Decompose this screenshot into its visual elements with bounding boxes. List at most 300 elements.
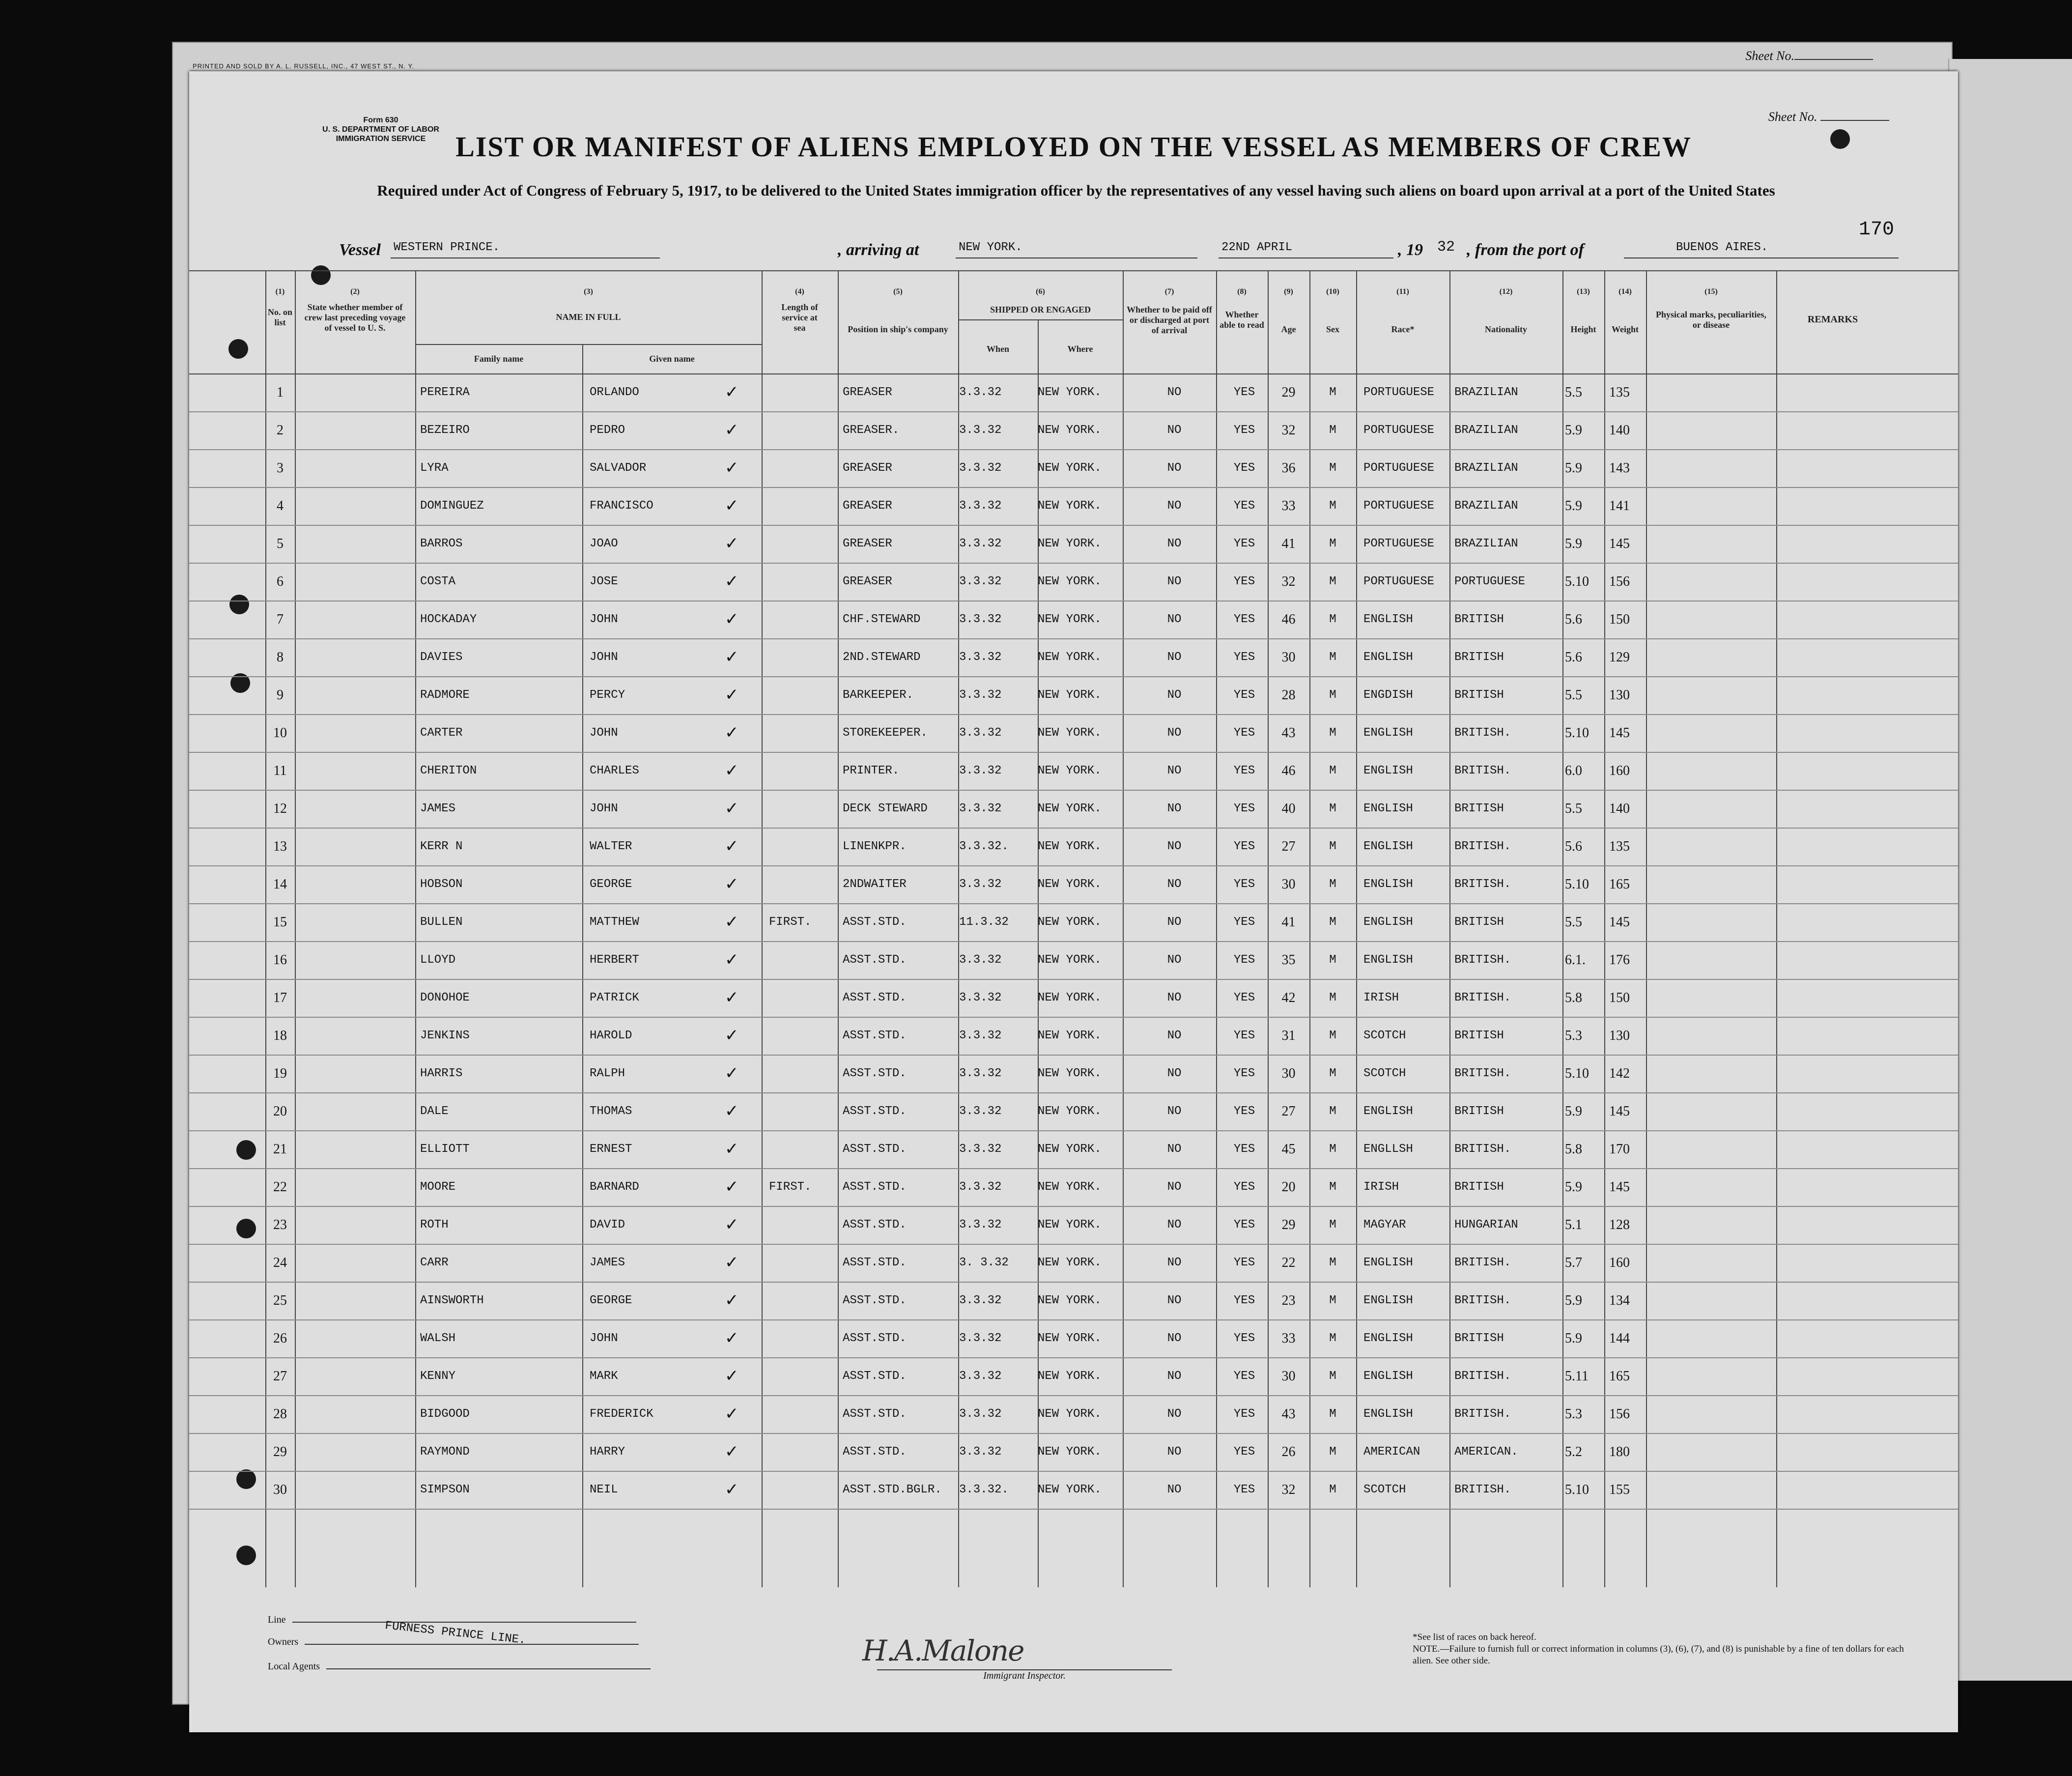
shipped-where: NEW YORK. [1038, 537, 1102, 550]
length-of-service: FIRST. [769, 1180, 812, 1194]
list-number: 17 [273, 990, 287, 1005]
weight: 150 [1609, 990, 1630, 1005]
previous-voyage-tick: ✓ [725, 1026, 739, 1045]
shipped-when: 3.3.32 [959, 1294, 1002, 1307]
given-name: BARNARD [590, 1180, 639, 1194]
col-number-13: (13) [1577, 287, 1590, 296]
height: 5.9 [1565, 1293, 1582, 1308]
table-row [189, 525, 1958, 564]
family-name: SIMPSON [420, 1483, 470, 1496]
given-name: FREDERICK [590, 1407, 653, 1421]
race: ENGLISH [1363, 764, 1413, 777]
weight: 130 [1609, 1028, 1630, 1043]
family-name: ROTH [420, 1218, 449, 1232]
nationality: BRAZILIAN [1454, 461, 1518, 475]
previous-voyage-tick: ✓ [725, 1290, 739, 1310]
shipped-when: 3.3.32 [959, 461, 1002, 475]
paid-off: NO [1167, 575, 1182, 588]
able-to-read: YES [1233, 1445, 1255, 1459]
page-subtitle: Required under Act of Congress of February 5, 1917, to be delivered to the United States immigration officer by the representatives of any vessel having such aliens on board upon arrival at a port of the United States [377, 182, 1775, 199]
arrival-year: 32 [1437, 239, 1455, 256]
weight: 170 [1609, 1142, 1630, 1157]
previous-voyage-tick: ✓ [725, 1366, 739, 1386]
shipped-where: NEW YORK. [1038, 424, 1102, 437]
family-name: JAMES [420, 802, 456, 815]
position: GREASER [843, 575, 892, 588]
col-number-12: (12) [1499, 287, 1513, 296]
able-to-read: YES [1233, 1256, 1255, 1269]
age: 26 [1281, 1444, 1296, 1460]
weight: 165 [1609, 1369, 1630, 1384]
col-number-7: (7) [1164, 287, 1174, 296]
length-of-service [769, 714, 823, 752]
family-name: BEZEIRO [420, 424, 470, 437]
race: ENGLISH [1363, 1332, 1413, 1345]
race: MAGYAR [1363, 1218, 1406, 1232]
race: ENGLISH [1363, 1294, 1413, 1307]
family-name: HOBSON [420, 878, 463, 891]
arrival-date: 22ND APRIL [1219, 241, 1393, 258]
shipped-when: 3.3.32. [959, 840, 1009, 853]
given-name: JOAO [590, 537, 618, 550]
nationality: BRITISH [1454, 1105, 1504, 1118]
nationality: BRAZILIAN [1454, 386, 1518, 399]
able-to-read: YES [1233, 537, 1255, 550]
shipped-when: 3.3.32 [959, 1332, 1002, 1345]
position: ASST.STD. [843, 1370, 907, 1383]
length-of-service [769, 676, 823, 714]
paid-off: NO [1167, 802, 1182, 815]
family-name: DALE [420, 1105, 449, 1118]
race: ENGLISH [1363, 1407, 1413, 1421]
able-to-read: YES [1233, 688, 1255, 702]
age: 29 [1281, 1217, 1296, 1232]
race: PORTUGUESE [1363, 575, 1435, 588]
length-of-service [769, 1433, 823, 1471]
length-of-service [769, 752, 823, 790]
able-to-read: YES [1233, 840, 1255, 853]
length-of-service [769, 1055, 823, 1092]
shipped-when: 3.3.32 [959, 1105, 1002, 1118]
col-number-9: (9) [1284, 287, 1293, 296]
list-number: 18 [273, 1028, 287, 1043]
list-number: 29 [273, 1444, 287, 1460]
manifest-sheet [189, 71, 1958, 1732]
col-header-nationality: Nationality [1484, 324, 1527, 334]
length-of-service [769, 487, 823, 525]
family-name: WALSH [420, 1332, 456, 1345]
previous-voyage-tick: ✓ [725, 1177, 739, 1197]
height: 5.9 [1565, 1104, 1582, 1119]
shipped-when: 3.3.32 [959, 1029, 1002, 1042]
paid-off: NO [1167, 1029, 1182, 1042]
previous-voyage-tick: ✓ [725, 420, 739, 440]
given-name: DAVID [590, 1218, 625, 1232]
age: 27 [1281, 839, 1296, 854]
nationality: BRITISH. [1454, 764, 1511, 777]
table-row [189, 1282, 1958, 1320]
side-sheet-edge [1948, 59, 2072, 1681]
table-row [189, 1319, 1958, 1358]
nationality: BRITISH. [1454, 1483, 1511, 1496]
col-number-10: (10) [1326, 287, 1339, 296]
line-field [268, 1614, 661, 1626]
shipped-where: NEW YORK. [1038, 613, 1102, 626]
weight: 155 [1609, 1482, 1630, 1497]
height: 5.6 [1565, 650, 1582, 665]
position: ASST.STD. [843, 953, 907, 967]
col-header-race: Race* [1391, 324, 1415, 334]
length-of-service [769, 1092, 823, 1130]
col-header-length-service: Length of service at sea [781, 302, 818, 333]
age: 30 [1281, 650, 1296, 665]
length-of-service: FIRST. [769, 916, 812, 929]
sex: M [1329, 726, 1336, 740]
height: 5.6 [1565, 612, 1582, 627]
nationality: BRITISH. [1454, 1407, 1511, 1421]
paid-off: NO [1167, 1332, 1182, 1345]
position: CHF.STEWARD [843, 613, 921, 626]
shipped-where: NEW YORK. [1038, 1407, 1102, 1421]
list-number: 24 [273, 1255, 287, 1270]
col-header-physical-marks: Physical marks, peculiarities, or disease [1656, 310, 1766, 330]
able-to-read: YES [1233, 991, 1255, 1004]
table-row [189, 752, 1958, 791]
department: U. S. DEPARTMENT OF LABOR [322, 125, 439, 134]
family-name: BIDGOOD [420, 1407, 470, 1421]
shipped-when: 3.3.32. [959, 1483, 1009, 1496]
paid-off: NO [1167, 1256, 1182, 1269]
col-number-5: (5) [893, 287, 903, 296]
binder-hole [311, 265, 331, 285]
col-number-8: (8) [1237, 287, 1247, 296]
able-to-read: YES [1233, 1332, 1255, 1345]
shipped-when: 3.3.32 [959, 1370, 1002, 1383]
sex: M [1329, 802, 1336, 815]
height: 5.3 [1565, 1406, 1582, 1422]
table-row [189, 790, 1958, 829]
family-name: LLOYD [420, 953, 456, 967]
paid-off: NO [1167, 499, 1182, 513]
position: ASST.STD. [843, 1332, 907, 1345]
race: SCOTCH [1363, 1483, 1406, 1496]
height: 5.9 [1565, 1331, 1582, 1346]
race: ENGLISH [1363, 878, 1413, 891]
list-number: 4 [277, 498, 284, 514]
family-name: PEREIRA [420, 386, 470, 399]
weight: 135 [1609, 839, 1630, 854]
able-to-read: YES [1233, 1483, 1255, 1496]
sex: M [1329, 1180, 1336, 1194]
height: 6.1. [1565, 952, 1586, 968]
nationality: BRITISH [1454, 1332, 1504, 1345]
length-of-service [769, 638, 823, 676]
paid-off: NO [1167, 1370, 1182, 1383]
col-number-15: (15) [1704, 287, 1718, 296]
paid-off: NO [1167, 461, 1182, 475]
shipped-where: NEW YORK. [1038, 764, 1102, 777]
weight: 140 [1609, 423, 1630, 438]
given-name: PERCY [590, 688, 625, 702]
col-header-given-name: Given name [649, 354, 695, 364]
list-number: 13 [273, 839, 287, 854]
able-to-read: YES [1233, 1180, 1255, 1194]
weight: 145 [1609, 1104, 1630, 1119]
weight: 156 [1609, 574, 1630, 589]
length-of-service [769, 865, 823, 903]
able-to-read: YES [1233, 613, 1255, 626]
sex: M [1329, 878, 1336, 891]
able-to-read: YES [1233, 386, 1255, 399]
list-number: 27 [273, 1369, 287, 1384]
race: ENGLISH [1363, 726, 1413, 740]
departure-port: BUENOS AIRES. [1624, 241, 1899, 258]
family-name: CARR [420, 1256, 449, 1269]
paid-off: NO [1167, 1218, 1182, 1232]
back-sheet-number: Sheet No. [1745, 49, 1873, 63]
age: 28 [1281, 687, 1296, 703]
position: 2NDWAITER [843, 878, 907, 891]
col-header-family-name: Family name [474, 354, 524, 364]
previous-voyage-tick: ✓ [725, 912, 739, 932]
previous-voyage-tick: ✓ [725, 1101, 739, 1121]
paid-off: NO [1167, 878, 1182, 891]
col-header-age: Age [1281, 324, 1296, 334]
col-number-6: (6) [1036, 287, 1045, 296]
nationality: BRITISH [1454, 651, 1504, 664]
year-prefix: , 19 [1398, 241, 1423, 259]
age: 46 [1281, 612, 1296, 627]
length-of-service [769, 1357, 823, 1395]
list-number: 20 [273, 1104, 287, 1119]
weight: 144 [1609, 1331, 1630, 1346]
family-name: CARTER [420, 726, 463, 740]
height: 5.9 [1565, 460, 1582, 476]
given-name: HAROLD [590, 1029, 632, 1042]
previous-voyage-tick: ✓ [725, 534, 739, 553]
length-of-service [769, 563, 823, 601]
nationality: BRITISH [1454, 916, 1504, 929]
sex: M [1329, 1143, 1336, 1156]
given-name: JOHN [590, 613, 618, 626]
weight: 145 [1609, 915, 1630, 930]
sex: M [1329, 840, 1336, 853]
able-to-read: YES [1233, 1067, 1255, 1080]
shipped-where: NEW YORK. [1038, 1294, 1102, 1307]
list-number: 7 [277, 612, 284, 627]
nationality: BRITISH [1454, 613, 1504, 626]
col-number-2: (2) [350, 287, 360, 296]
race: ENGLISH [1363, 1105, 1413, 1118]
race: ENGLISH [1363, 1370, 1413, 1383]
sex: M [1329, 916, 1336, 929]
age: 32 [1281, 574, 1296, 589]
position: ASST.STD. [843, 1105, 907, 1118]
paid-off: NO [1167, 1105, 1182, 1118]
length-of-service [769, 1130, 823, 1168]
height: 5.2 [1565, 1444, 1582, 1460]
printer-imprint: PRINTED AND SOLD BY A. L. RUSSELL, INC., 47 WEST ST., N. Y. [193, 62, 415, 70]
previous-voyage-tick: ✓ [725, 1328, 739, 1348]
col-header-shipped: SHIPPED OR ENGAGED [990, 305, 1091, 315]
family-name: RAYMOND [420, 1445, 470, 1459]
previous-voyage-tick: ✓ [725, 799, 739, 818]
nationality: BRITISH. [1454, 1067, 1511, 1080]
nationality: BRAZILIAN [1454, 424, 1518, 437]
list-number: 16 [273, 952, 287, 968]
previous-voyage-tick: ✓ [725, 1139, 739, 1159]
sex: M [1329, 991, 1336, 1004]
height: 5.9 [1565, 1179, 1582, 1195]
race: ENGLISH [1363, 916, 1413, 929]
height: 5.3 [1565, 1028, 1582, 1043]
sex: M [1329, 651, 1336, 664]
weight: 156 [1609, 1406, 1630, 1422]
family-name: LYRA [420, 461, 449, 475]
age: 43 [1281, 725, 1296, 741]
shipped-when: 3.3.32 [959, 1218, 1002, 1232]
nationality: BRITISH. [1454, 1294, 1511, 1307]
given-name: JOHN [590, 1332, 618, 1345]
age: 30 [1281, 1369, 1296, 1384]
list-number: 10 [273, 725, 287, 741]
length-of-service [769, 1244, 823, 1282]
previous-voyage-tick: ✓ [725, 723, 739, 743]
race: SCOTCH [1363, 1067, 1406, 1080]
previous-voyage-tick: ✓ [725, 572, 739, 591]
able-to-read: YES [1233, 802, 1255, 815]
vessel-label: Vessel [339, 241, 381, 259]
position: ASST.STD.BGLR. [843, 1483, 942, 1496]
weight: 129 [1609, 650, 1630, 665]
col-header-when: When [986, 344, 1009, 354]
nationality: BRITISH. [1454, 953, 1511, 967]
nationality: BRITISH. [1454, 1256, 1511, 1269]
shipped-where: NEW YORK. [1038, 1180, 1102, 1194]
col-header-sex: Sex [1326, 324, 1339, 334]
shipped-where: NEW YORK. [1038, 1256, 1102, 1269]
weight: 140 [1609, 801, 1630, 816]
line-label: Line [268, 1614, 286, 1625]
table-row [189, 449, 1958, 488]
shipped-where: NEW YORK. [1038, 953, 1102, 967]
previous-voyage-tick: ✓ [725, 1253, 739, 1272]
shipped-when: 3.3.32 [959, 499, 1002, 513]
shipped-when: 3.3.32 [959, 1445, 1002, 1459]
position: BARKEEPER. [843, 688, 914, 702]
previous-voyage-tick: ✓ [725, 761, 739, 780]
sex: M [1329, 764, 1336, 777]
race: PORTUGUESE [1363, 537, 1435, 550]
length-of-service [769, 601, 823, 638]
given-name: HERBERT [590, 953, 639, 967]
family-name: COSTA [420, 575, 456, 588]
race: ENGLISH [1363, 802, 1413, 815]
given-name: PATRICK [590, 991, 639, 1004]
able-to-read: YES [1233, 1218, 1255, 1232]
previous-voyage-tick: ✓ [725, 496, 739, 516]
col-header-weight: Weight [1611, 324, 1639, 334]
age: 20 [1281, 1179, 1296, 1195]
inspector-label: Immigrant Inspector. [877, 1669, 1172, 1682]
length-of-service [769, 1282, 823, 1319]
age: 30 [1281, 1066, 1296, 1081]
height: 5.5 [1565, 801, 1582, 816]
able-to-read: YES [1233, 1143, 1255, 1156]
weight: 142 [1609, 1066, 1630, 1081]
weight: 143 [1609, 460, 1630, 476]
shipped-where: NEW YORK. [1038, 386, 1102, 399]
list-number: 26 [273, 1331, 287, 1346]
family-name: HARRIS [420, 1067, 463, 1080]
position: GREASER [843, 499, 892, 513]
shipped-when: 3.3.32 [959, 1067, 1002, 1080]
weight: 145 [1609, 536, 1630, 551]
family-name: DAVIES [420, 651, 463, 664]
position: 2ND.STEWARD [843, 651, 921, 664]
shipped-when: 3.3.32 [959, 651, 1002, 664]
shipped-when: 3.3.32 [959, 764, 1002, 777]
length-of-service [769, 1017, 823, 1055]
previous-voyage-tick: ✓ [725, 382, 739, 402]
nationality: BRITISH. [1454, 1370, 1511, 1383]
nationality: BRITISH. [1454, 840, 1511, 853]
family-name: HOCKADAY [420, 613, 477, 626]
given-name: FRANCISCO [590, 499, 653, 513]
col-header-list-no: No. on list [267, 307, 292, 327]
height: 5.8 [1565, 990, 1582, 1005]
table-row [189, 1055, 1958, 1093]
paid-off: NO [1167, 916, 1182, 929]
list-number: 28 [273, 1406, 287, 1422]
races-note: *See list of races on back hereof. [1413, 1632, 1536, 1642]
able-to-read: YES [1233, 726, 1255, 740]
able-to-read: YES [1233, 1029, 1255, 1042]
previous-voyage-tick: ✓ [725, 1480, 739, 1499]
table-row [189, 411, 1958, 450]
weight: 160 [1609, 763, 1630, 778]
list-number: 5 [277, 536, 284, 551]
family-name: BULLEN [420, 916, 463, 929]
family-name: CHERITON [420, 764, 477, 777]
race: ENGLLSH [1363, 1143, 1413, 1156]
length-of-service [769, 1395, 823, 1433]
weight: 134 [1609, 1293, 1630, 1308]
shipped-when: 3.3.32 [959, 953, 1002, 967]
given-name: HARRY [590, 1445, 625, 1459]
height: 5.5 [1565, 915, 1582, 930]
paid-off: NO [1167, 613, 1182, 626]
previous-voyage-tick: ✓ [725, 1063, 739, 1083]
age: 36 [1281, 460, 1296, 476]
able-to-read: YES [1233, 1294, 1255, 1307]
col-header-remarks: REMARKS [1807, 314, 1858, 325]
col-number-4: (4) [795, 287, 804, 296]
given-name: JOSE [590, 575, 618, 588]
list-number: 25 [273, 1293, 287, 1308]
age: 43 [1281, 1406, 1296, 1422]
sex: M [1329, 386, 1336, 399]
height: 5.9 [1565, 536, 1582, 551]
table-row [189, 487, 1958, 526]
given-name: THOMAS [590, 1105, 632, 1118]
sex: M [1329, 424, 1336, 437]
table-row [189, 1092, 1958, 1131]
service: IMMIGRATION SERVICE [336, 135, 426, 143]
height: 5.9 [1565, 498, 1582, 514]
weight: 176 [1609, 952, 1630, 968]
list-number: 11 [273, 763, 287, 778]
